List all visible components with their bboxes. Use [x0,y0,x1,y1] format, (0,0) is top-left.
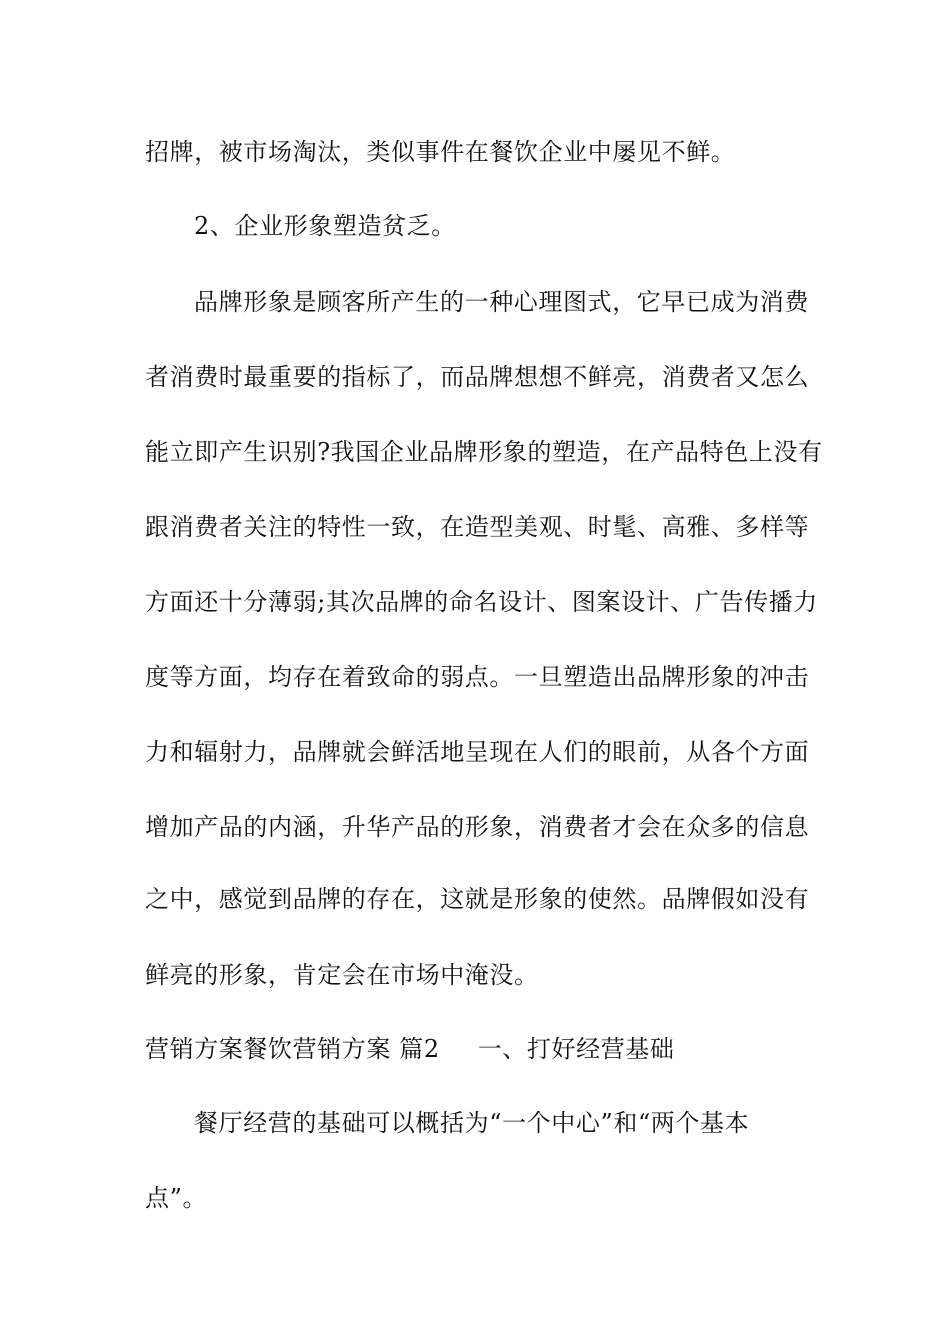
text-line: 力和辐射力，品牌就会鲜活地呈现在人们的眼前，从各个方面 [145,738,810,766]
text-line: 招牌，被市场淘汰，类似事件在餐饮企业中屡见不鲜。 [145,138,736,166]
text-line: 鲜亮的形象，肯定会在市场中淹没。 [145,961,539,989]
section-title: 营销方案餐饮营销方案 篇2 [145,1035,440,1063]
numbered-point: 2、企业形象塑造贫乏。 [194,212,456,240]
text-line: 点”。 [145,1184,208,1212]
text-line: 增加产品的内涵，升华产品的形象，消费者才会在众多的信息 [145,813,810,841]
text-line: 方面还十分薄弱;其次品牌的命名设计、图案设计、广告传播力 [145,588,818,616]
text-line: 者消费时最重要的指标了，而品牌想想不鲜亮，消费者又怎么 [145,363,810,391]
paragraph-first-line: 餐厅经营的基础可以概括为“一个中心”和“两个基本 [194,1109,750,1137]
text-line: 能立即产生识别?我国企业品牌形象的塑造，在产品特色上没有 [145,438,823,466]
text-line: 度等方面，均存在着致命的弱点。一旦塑造出品牌形象的冲击 [145,663,810,691]
text-line: 跟消费者关注的特性一致，在造型美观、时髦、高雅、多样等 [145,513,810,541]
paragraph-first-line: 品牌形象是顾客所产生的一种心理图式，它早已成为消费 [194,288,809,316]
section-heading [145,1034,825,1064]
section-subtitle: 一、打好经营基础 [477,1035,675,1063]
text-line: 之中，感觉到品牌的存在，这就是形象的使然。品牌假如没有 [145,885,810,913]
